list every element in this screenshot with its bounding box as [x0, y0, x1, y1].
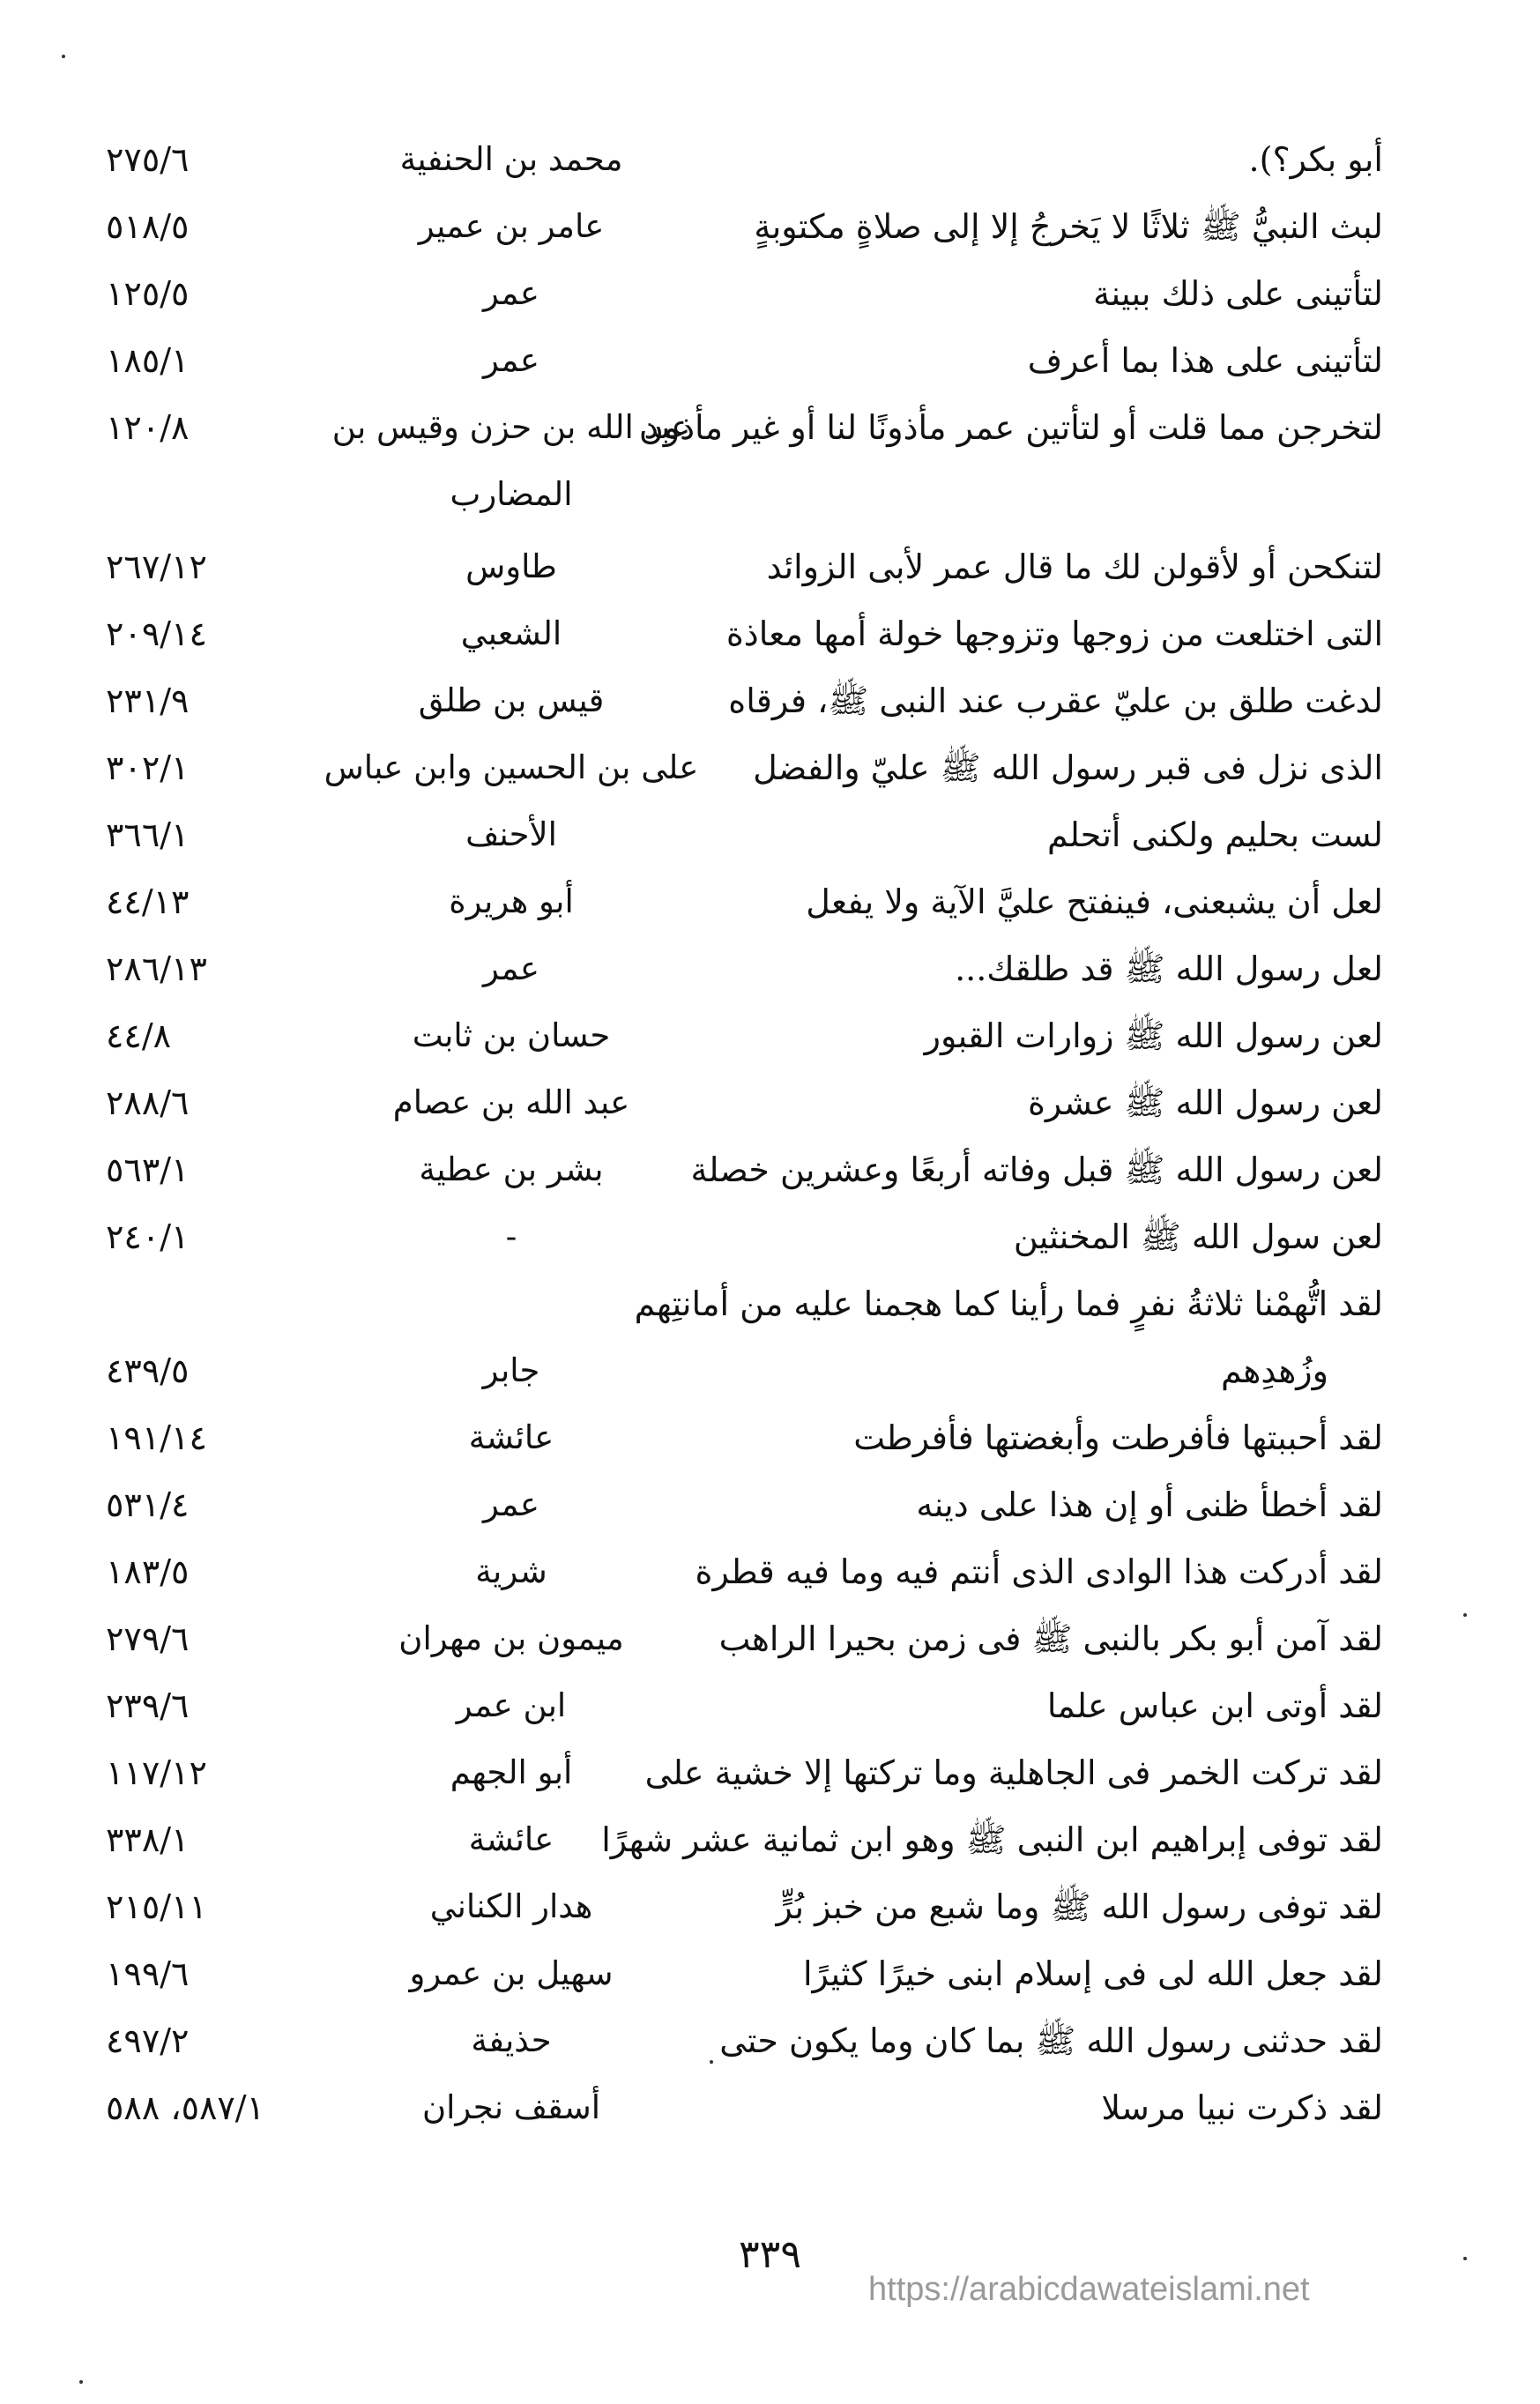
entry-reference: ٥١٨/٥ [106, 207, 190, 246]
entry-phrase: لقد أخطأ ظنى أو إن هذا على دينه [916, 1485, 1383, 1524]
entry-reference: ٥٣١/٤ [106, 1485, 190, 1524]
entry-reference: ٣٠٢/١ [106, 748, 190, 787]
entry-narrator: المضارب [450, 475, 573, 513]
index-entry [0, 1873, 1540, 1940]
index-entry [0, 2074, 1540, 2141]
scan-speck [710, 2060, 713, 2064]
entry-narrator: حسان بن ثابت [412, 1016, 611, 1054]
entry-reference: ٢٨٦/١٣ [106, 949, 207, 988]
entry-phrase: لعن سول الله ﷺ المخنثين [1013, 1217, 1383, 1256]
entry-narrator: عبد الله بن حزن وقيس بن [331, 408, 691, 446]
index-entry [0, 1940, 1540, 2007]
entry-reference: ٢٧٥/٦ [106, 140, 190, 179]
entry-phrase: لقد جعل الله لى فى إسلام ابنى خيرًا كثيرًا [802, 1954, 1383, 1993]
entry-narrator: ابن عمر [456, 1686, 567, 1724]
entry-phrase: لتأتينى على ذلك ببينة [1093, 274, 1383, 313]
scan-speck [1463, 1613, 1467, 1617]
entry-phrase: لتنكحن أو لأقولن لك ما قال عمر لأبى الزوائد [766, 547, 1383, 586]
entry-narrator: حذيفة [471, 2021, 552, 2059]
entry-phrase: لدغت طلق بن عليّ عقرب عند النبى ﷺ، فرقاه [728, 681, 1383, 720]
index-entry-continuation [0, 1337, 1540, 1404]
entry-narrator: عامر بن عمير [418, 207, 605, 245]
entry-phrase: وزُهدِهم [1220, 1351, 1328, 1390]
entry-reference: ٢٨٨/٦ [106, 1083, 190, 1122]
index-entry [0, 1672, 1540, 1739]
entry-reference: ٢٣٩/٦ [106, 1686, 190, 1725]
entry-phrase: لعن رسول الله ﷺ زوارات القبور [924, 1016, 1383, 1055]
entry-narrator: سهيل بن عمرو [409, 1954, 614, 1992]
index-entry [0, 734, 1540, 801]
index-entry [0, 1136, 1540, 1203]
scan-speck [79, 2380, 83, 2384]
entry-phrase: التى اختلعت من زوجها وتزوجها خولة أمها معاذة [725, 614, 1383, 653]
entry-narrator: جابر [482, 1351, 540, 1389]
entry-reference: ٥٦٣/١ [106, 1150, 190, 1189]
entry-narrator: قيس بن طلق [418, 681, 605, 719]
entry-reference: ٣٣٨/١ [106, 1820, 190, 1859]
entry-narrator: أبو هريرة [449, 882, 574, 920]
entry-narrator: محمد بن الحنفية [399, 140, 623, 178]
entry-phrase: لعل أن يشبعنى، فينفتح عليَّ الآية ولا يفعل [806, 882, 1383, 921]
index-entry [0, 935, 1540, 1002]
index-entry [0, 801, 1540, 868]
entry-phrase: لعن رسول الله ﷺ قبل وفاته أربعًا وعشرين خصلة [690, 1150, 1383, 1189]
index-entry [0, 533, 1540, 600]
index-entry [0, 260, 1540, 327]
entry-narrator: طاوس [465, 547, 557, 585]
entry-narrator: الشعبي [460, 614, 562, 652]
index-entry [0, 1538, 1540, 1605]
index-entry [0, 600, 1540, 667]
entry-narrator: عائشة [468, 1418, 554, 1456]
entry-reference: ٢١٥/١١ [106, 1887, 207, 1926]
entry-reference: ٢٦٧/١٢ [106, 547, 207, 586]
entry-reference: ١٢٠/٨ [106, 408, 190, 447]
entry-narrator: عمر [483, 341, 539, 379]
entry-phrase: لتخرجن مما قلت أو لتأتين عمر مأذونًا لنا أو غير مأذون [638, 408, 1383, 447]
index-entry [0, 868, 1540, 935]
entry-phrase: لقد أوتى ابن عباس علما [1046, 1686, 1383, 1725]
entry-reference: ٢٧٩/٦ [106, 1619, 190, 1658]
entry-phrase: لتأتينى على هذا بما أعرف [1027, 341, 1383, 380]
entry-narrator: أبو الجهم [450, 1753, 573, 1791]
entry-phrase: لعل رسول الله ﷺ قد طلقك... [955, 949, 1383, 988]
entry-reference: ١٢٥/٥ [106, 274, 190, 313]
entry-reference: ٤٣٩/٥ [106, 1351, 190, 1390]
entry-reference: ٤٩٧/٢ [106, 2021, 190, 2060]
index-entry [0, 126, 1540, 193]
entry-narrator: بشر بن عطية [419, 1150, 604, 1188]
index-entry [0, 1605, 1540, 1672]
entry-phrase: لقد اتُّهمْنا ثلاثةُ نفرٍ فما رأينا كما هجمنا عليه من أمانتِهم [634, 1284, 1383, 1323]
index-entry-continuation [0, 461, 1540, 528]
index-entry [0, 394, 1540, 461]
entry-phrase: لقد توفى رسول الله ﷺ وما شبع من خبز بُرٍّ [776, 1887, 1383, 1926]
entry-narrator: عمر [483, 949, 539, 987]
entry-phrase: لقد حدثنى رسول الله ﷺ بما كان وما يكون حتى [719, 2021, 1383, 2060]
entry-phrase: لقد ذكرت نبيا مرسلا [1101, 2088, 1383, 2127]
page-number: ٣٣٩ [739, 2232, 801, 2277]
entry-reference: ٢٤٠/١ [106, 1217, 190, 1256]
entry-narrator: هدار الكناني [429, 1887, 593, 1925]
entry-phrase: لست بحليم ولكنى أتحلم [1046, 815, 1383, 854]
index-entry [0, 1069, 1540, 1136]
entry-narrator: عائشة [468, 1820, 554, 1858]
entry-narrator: الأحنف [465, 815, 557, 853]
index-entry [0, 1270, 1540, 1337]
watermark-url: https://arabicdawateislami.net [868, 2271, 1310, 2308]
entry-phrase: لقد أدركت هذا الوادى الذى أنتم فيه وما فيه قطرة [695, 1552, 1383, 1591]
entry-reference: ١١٧/١٢ [106, 1753, 207, 1792]
entry-narrator: أسقف نجران [421, 2088, 601, 2126]
entry-narrator: عبد الله بن عصام [392, 1083, 630, 1121]
entry-phrase: لقد تركت الخمر فى الجاهلية وما تركتها إلا خشية على [644, 1753, 1383, 1792]
index-entry [0, 1739, 1540, 1806]
entry-narrator: شرية [475, 1552, 547, 1590]
entry-reference: ٤٤/٨ [106, 1016, 172, 1055]
entry-reference: ١٩٩/٦ [106, 1954, 190, 1993]
entry-phrase: لقد توفى إبراهيم ابن النبى ﷺ وهو ابن ثمانية عشر شهرًا [601, 1820, 1383, 1859]
scan-speck [1463, 2257, 1467, 2260]
index-entry [0, 327, 1540, 394]
index-entry [0, 193, 1540, 260]
entry-phrase: لعن رسول الله ﷺ عشرة [1027, 1083, 1383, 1122]
entry-reference: ٣٦٦/١ [106, 815, 190, 854]
entry-phrase: لقد آمن أبو بكر بالنبى ﷺ فى زمن بحيرا الراهب [718, 1619, 1383, 1658]
entry-reference: ٢٣١/٩ [106, 681, 190, 720]
entry-narrator: - [505, 1217, 517, 1255]
index-entry [0, 2007, 1540, 2074]
entry-narrator: ميمون بن مهران [398, 1619, 624, 1657]
index-entry [0, 1203, 1540, 1270]
entry-reference: ٥٨٧/١، ٥٨٨ [106, 2088, 265, 2127]
entry-narrator: عمر [483, 1485, 539, 1523]
entry-narrator: على بن الحسين وابن عباس [324, 748, 699, 786]
entry-phrase: الذى نزل فى قبر رسول الله ﷺ عليّ والفضل [753, 748, 1383, 787]
index-entry [0, 1404, 1540, 1471]
entry-reference: ١٨٥/١ [106, 341, 190, 380]
entry-phrase: لقد أحببتها فأفرطت وأبغضتها فأفرطت [853, 1418, 1383, 1457]
entry-narrator: عمر [483, 274, 539, 312]
index-entry [0, 1806, 1540, 1873]
entry-reference: ٢٠٩/١٤ [106, 614, 207, 653]
entry-phrase: أبو بكر؟). [1248, 140, 1383, 179]
index-entry [0, 1471, 1540, 1538]
scan-speck [62, 55, 65, 58]
entry-reference: ١٨٣/٥ [106, 1552, 190, 1591]
index-entry [0, 667, 1540, 734]
index-entry [0, 1002, 1540, 1069]
entry-reference: ٤٤/١٣ [106, 882, 190, 921]
entry-phrase: لبث النبيُّ ﷺ ثلاثًا لا يَخرجُ إلا إلى صلاةٍ مكتوبةٍ [754, 207, 1383, 246]
entry-reference: ١٩١/١٤ [106, 1418, 207, 1457]
